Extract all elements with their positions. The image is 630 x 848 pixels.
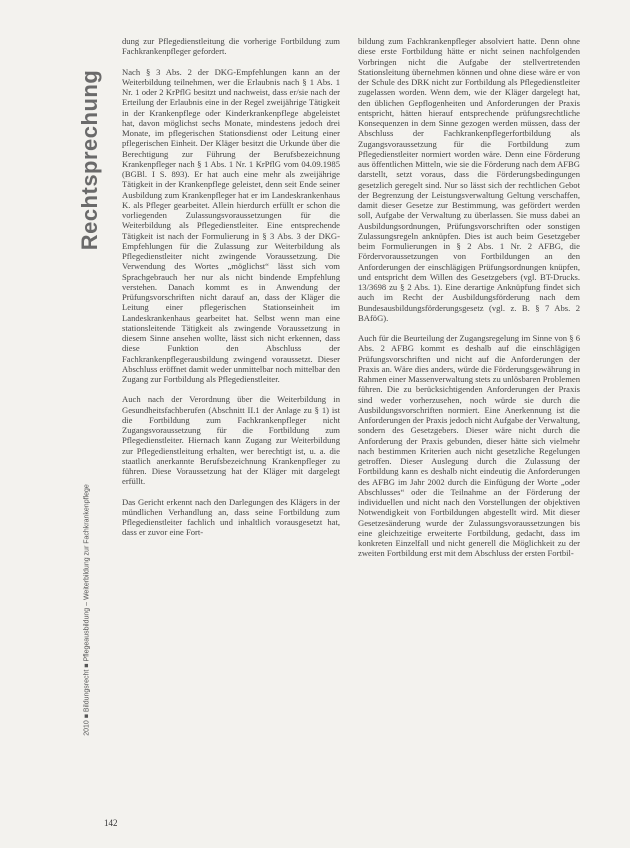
page-number: 142 bbox=[104, 818, 118, 828]
source-line-text: 2010 ■ Bildungsrecht ■ Pflegeausbildung – Weiterbildung zur Fachkrankenpflege bbox=[83, 484, 91, 736]
paragraph: Auch nach der Verordnung über die Weiterbildung in Gesundheitsfachberufen (Abschnitt II.1 der Anlage zu § 1) ist die Fortbildung zum Fachkrankenpfleger nicht Zugangsvoraussetzung für die Fortbildung zum Pflegedienstleiter. Hiernach kann Zugang zur Weiterbildung zur Pflegedienstleitung erhalten, wer berechtigt ist, u. a. die staatlich anerkannte Berufsbezeichnung Krankenpfleger zu führen. Diese Voraussetzung hat der Kläger mit dargelegt erfüllt. bbox=[122, 394, 340, 487]
paragraph: dung zur Pflegedienstleitung die vorherige Fortbildung zum Fachkrankenpfleger gefordert. bbox=[122, 36, 340, 57]
section-title-text: Rechtsprechung bbox=[77, 69, 102, 251]
paragraph: Das Gericht erkennt nach den Darlegungen des Klägers in der mündlichen Verhandlung an, dass seine Fortbildung zum Pflegedienstleiter fachlich und inhaltlich vorausgesetzt hat, dass er zuvor eine Fort- bbox=[122, 496, 340, 538]
source-line bbox=[80, 460, 94, 760]
right-column bbox=[358, 36, 580, 569]
left-column bbox=[122, 36, 340, 548]
section-title bbox=[76, 30, 104, 290]
paragraph: Auch für die Beurteilung der Zugangsregelung im Sinne von § 6 Abs. 2 AFBG kommt es deshalb auf die einschlägigen Prüfungsvorschriften und nicht auf die Anforderungen der Praxis an. Wäre dies anders, würde die Förderungsgewährung in Rahmen einer Massenverwaltung stets zu unlösbaren Problemen führen. Die zu berücksichtigenden Anforderungen der Praxis sind weder vorherzusehen, noch würde sie durch die Ausbildungsvorschriften normiert. Eine Anerkennung ist die Anforderungen der Praxis jedoch nicht Aufgabe der Verwaltung, sondern des Gesetzgebers. Dieser wäre nicht durch die Anforderung der Praxis gebunden, dieser hätte sich vielmehr nach bestimmen Kriterien auch nicht gesetzliche Regelungen getroffen. Dieser Auslegung durch die Zulassung der Fortbildung kann es deshalb nicht eindeutig die Anforderungen des AFBG im Jahr 2002 durch die Einfügung der Worte „oder Abschlusses“ oder die Teilnahme an der Förderung der individuellen und nicht nach den Vorstellungen der objektiven Notwendigkeit von Fortbildungen abgestellt wird. Mit dieser Gesetzesänderung wurde der Zulassungsvoraussetzungen bis eine gleichzeitige erweiterte Fortbildung, gedacht, dass im konkreten Einzelfall und nicht generell die Möglichkeit zu der zweiten Fortbildung erst mit dem Abschluss der ersten Fortbil- bbox=[358, 333, 580, 559]
paragraph: bildung zum Fachkrankenpfleger absolviert hatte. Denn ohne diese erste Fortbildung hätte er nicht seinen nachfolgenden Vorbringen nicht die Aufgabe der stellvertretenden Stationsleitung übernehmen können und ohne diese wäre er von der Schule des DRK nicht zur Fortbildung als Pflegedienstleiter zugelassen worden. Wenn dem, wie der Kläger dargelegt hat, den üblichen Gepflogenheiten und Anforderungen der Praxis entspricht, hätten hierauf entsprechende prüfungsrechtliche Konsequenzen in dem Sinne gezogen werden müssen, dass der Abschluss der Fachkrankenpflegerfortbildung als Zugangsvoraussetzung für die Fortbildung zum Pflegedienstleiter normiert worden wäre. Denn eine Förderung aus öffentlichen Mitteln, wie sie die Förderung nach dem AFBG darstellt, setzt voraus, dass die Förderungsbedingungen gesetzlich geregelt sind. Nur so lässt sich der rechtlichen Gebot der Begrenzung der Leistungsverwaltung Geltung verschaffen, damit dieser Gesetze zur Bestimmung, was gefördert werden soll, Aufgabe der Verwaltung zu überlassen. Sie muss dabei an Ausbildungsordnungen, Prüfungsvorschriften oder sonstigen Zulassungsregeln anknüpfen. Dies ist auch beim Gesetzgeber beim Formulierungen in § 2 Abs. 1 Nr. 2 AFBG, die Fördervoraussetzungen von Fortbildungen an den Anforderungen der einschlägigen Prüfungsordnungen knüpfen, und entspricht dem Willen des Gesetzgebers (vgl. BT-Drucks. 13/3698 zu § 2 Abs. 1). Eine derartige Anknüpfung findet sich auch im Recht der Ausbildungsförderung nach dem Bundesausbildungsförderungsgesetz (vgl. z. B. § 7 Abs. 2 BAföG). bbox=[358, 36, 580, 323]
paragraph: Nach § 3 Abs. 2 der DKG-Empfehlungen kann an der Weiterbildung teilnehmen, wer die Erlaubnis nach § 1 Abs. 1 Nr. 1 oder 2 KrPflG besitzt und nachweist, dass er/sie nach der Erteilung der Erlaubnis eine in der Regel zweijährige Tätigkeit in der Krankenpflege oder Kinderkrankenpflege abgeleistet hat, davon möglichst sechs Monate, mindestens jedoch drei Monate, im pflegerischen Stationsdienst oder Leitung einer pflegerischen Einheit. Der Kläger besitzt die Urkunde über die Berechtigung zur Führung der Berufsbezeichnung Krankenpfleger nach § 1 Abs. 1 Nr. 1 KrPflG vom 04.09.1985 (BGBl. I S. 893). Er hat auch eine mehr als zweijährige Tätigkeit in der Krankenpflege geleistet, denn seit Ende seiner Ausbildung zum Krankenpfleger hat er im Landeskrankenhaus K. als Pfleger gearbeitet. Allein hierdurch erfüllt er schon die vorliegenden Zulassungsvoraussetzungen für die Weiterbildung als Pflegedienstleiter. Eine entsprechende Tätigkeit ist nach der Formulierung in § 3 Abs. 3 der DKG-Empfehlungen für die Zulassung zur Weiterbildung als Pflegedienstleiter nicht zwingende Voraussetzung. Die Verwendung des Wortes „möglichst“ lässt sich vom Sprachgebrauch her nur als nicht bindende Empfehlung verstehen. Danach kommt es in Anwendung der Prüfungsvorschriften nicht darauf an, dass der Kläger die Leitung einer pflegerischen Stationseinheit im Landeskrankenhaus gearbeitet hat. Selbst wenn man eine stationsleitende Tätigkeit als zwingende Voraussetzung in diesem Sinne ansehen wollte, lässt sich nicht erkennen, dass diese Funktion den Abschluss der Fachkrankenpflegerausbildung zwingend voraussetzt. Dieser Abschluss eröffnet damit weder unmittelbar noch mittelbar den Zugang zur Fortbildung als Pflegedienstleiter. bbox=[122, 66, 340, 384]
